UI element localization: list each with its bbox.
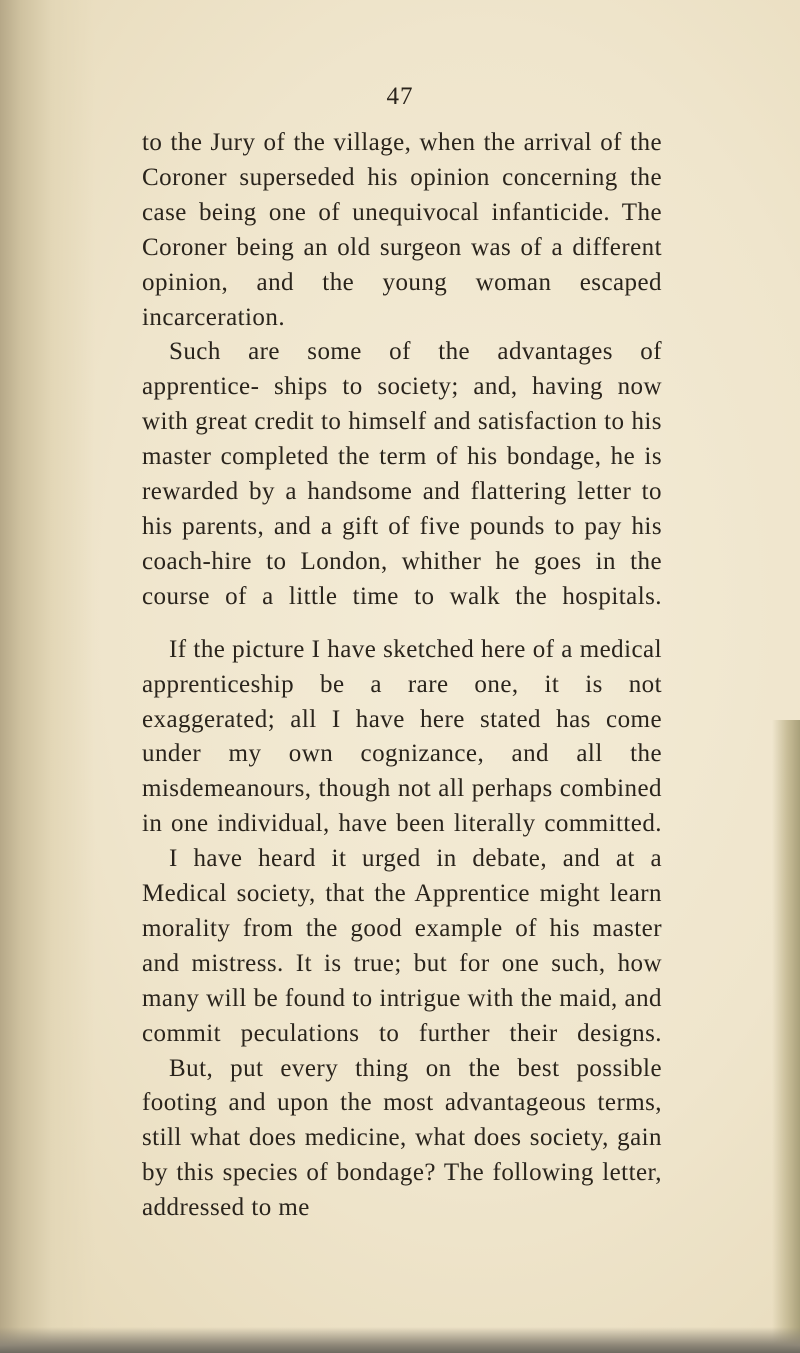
page-gutter-shadow [0, 0, 95, 1353]
page-edge-shadow [772, 720, 800, 1353]
paragraph-5: But, put every thing on the best possible footing and upon the most advantageous terms, still what does medicine, what does society, gain by this species of bondage? The following letter, addressed to me [142, 1054, 662, 1222]
paragraph-1: to the Jury of the village, when the arrival of the Coroner superseded his opinion concerning the case being one of unequivocal infanticide. The Coroner being an old surgeon was of a different opinion, and the young woman escaped incarceration. [142, 129, 662, 331]
page-number: 47 [386, 83, 414, 110]
page-bottom-edge [0, 1327, 800, 1353]
paragraph-4: I have heard it urged in debate, and at a Medical society, that the Apprentice might learn morality from the good example of his master and mistress. It is true; but for one such, how many will be found to intrigue with the maid, and commit peculations to further their designs. [142, 845, 662, 1047]
paragraph-2: Such are some of the advantages of apprentice- ships to society; and, having now with great credit to himself and satisfaction to his master completed the term of his bondage, he is rewarded by a handsome and flattering letter to his parents, and a gift of five pounds to pay his coach-hire to London, whither he goes in the course of a little time to walk the hospitals. [142, 338, 662, 610]
body-text [142, 126, 662, 1226]
paragraph-3: If the picture I have sketched here of a medical apprenticeship be a rare one, it is not exaggerated; all I have here stated has come under my own cognizance, and all the misdemeanours, though not all perhaps combined in one individual, have been literally committed. [142, 635, 662, 838]
